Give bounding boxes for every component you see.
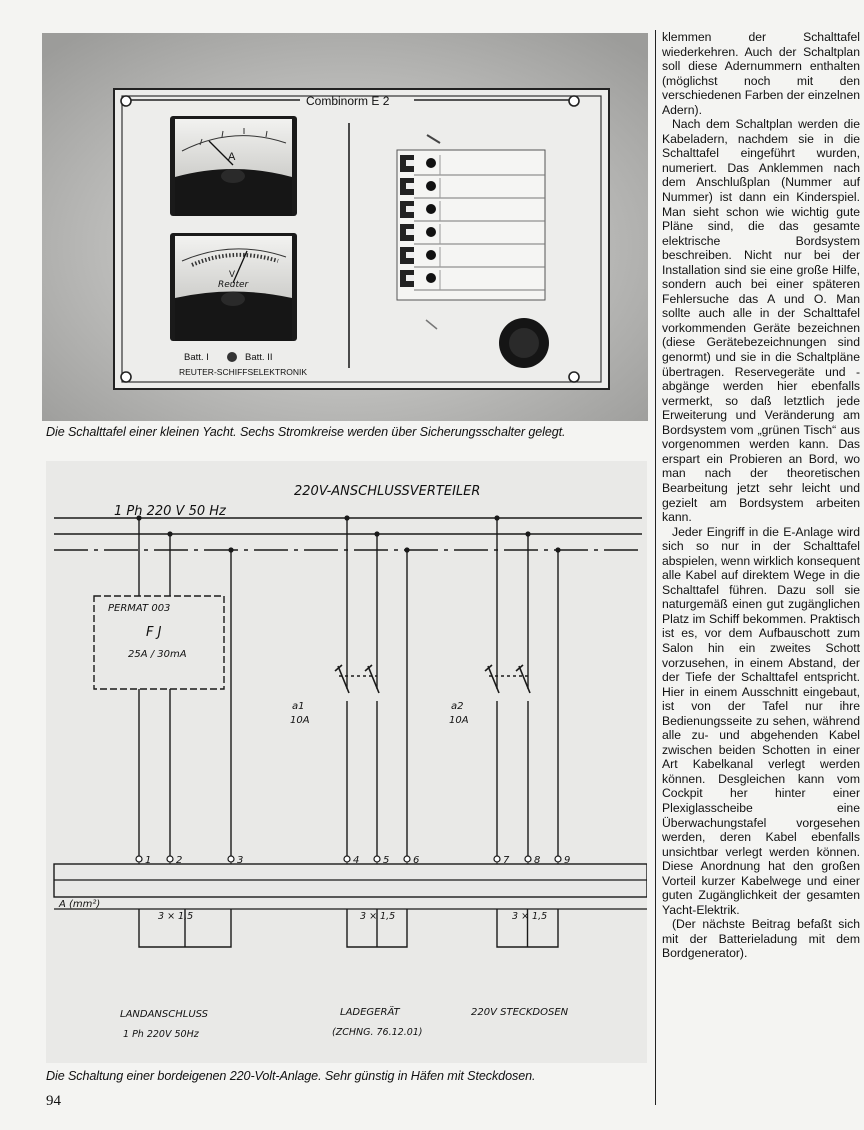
photo-caption: Die Schalttafel einer kleinen Yacht. Sechs Stromkreise werden über Sicherungsschalter gelegt.	[46, 425, 566, 439]
terminal-number-7: 7	[503, 855, 510, 866]
junction-dot	[555, 547, 560, 552]
junction-dot	[525, 531, 530, 536]
batt1-label: Batt. I	[184, 352, 209, 363]
rcd-model: PERMAT 003	[108, 603, 171, 614]
junction-dot	[344, 515, 349, 520]
terminal-point	[344, 856, 350, 862]
terminal-number-2: 2	[176, 855, 183, 866]
terminal-point	[404, 856, 410, 862]
schematic-diagram	[46, 461, 647, 1063]
load2-ref: (ZCHNG. 76.12.01)	[332, 1027, 423, 1038]
breaker-bank	[397, 135, 545, 329]
battery-selector-knob	[227, 352, 237, 362]
panel-photo	[42, 33, 648, 421]
maker-label: REUTER-SCHIFFSELEKTRONIK	[179, 367, 307, 377]
terminal-point	[167, 856, 173, 862]
load1-spec: 1 Ph 220V 50Hz	[123, 1029, 199, 1040]
paragraph-2: Nach dem Schaltplan werden die Kabeladern, nachdem sie in die Schalttafel eingeführt wurden, numeriert. Das Anklemmen nach dem Anschlußplan (Nummer auf Nummer) ist dann ein Kinderspiel. Man sieht schon wie wichtig gute Pläne sind, die das gesamte elektrische Bordsystem beschreiben. Nicht nur bei der Installation sind sie eine große Hilfe, sondern auch bei einer späteren Fehlersuche das A und O. Man sollte auch alle in der Schalttafel vorkommenden Geräte bezeichnen (diese Gerätebezeichnungen sind genormt) und sie in die Schaltpläne übertragen. Reservegeräte und -abgänge werden hier ebenfalls vermerkt, so daß letztlich jede Erweiterung und Veränderung am Bordsystem vom „grünen Tisch“ aus vorgenommen werden kann. Das erspart ein Probieren an Bord, wo man nach der theoretischen Bearbeitung jetzt sehr leicht und gezielt am Bordsystem arbeiten kann.	[662, 117, 860, 525]
page-number: 94	[46, 1093, 61, 1109]
terminal-number-6: 6	[413, 855, 420, 866]
area-label: A (mm²)	[59, 899, 101, 910]
ammeter	[170, 116, 297, 216]
breaker2-rating: 10A	[449, 715, 469, 726]
paragraph-4: (Der nächste Beitrag befaßt sich mit der Batterieladung mit dem Bordgenerator).	[662, 917, 860, 961]
panel-photo-drawing	[42, 33, 648, 421]
cable2-label: 3 × 1,5	[360, 911, 396, 922]
indicator-lamp	[426, 181, 436, 191]
schematic-title: 220V-ANSCHLUSSVERTEILER	[294, 484, 481, 499]
schematic-caption: Die Schaltung einer bordeigenen 220-Volt-Anlage. Sehr günstig in Häfen mit Steckdosen.	[46, 1069, 536, 1083]
terminal-number-1: 1	[145, 855, 152, 866]
indicator-lamp	[426, 227, 436, 237]
junction-dot	[228, 547, 233, 552]
terminal-number-8: 8	[534, 855, 541, 866]
indicator-lamp	[426, 204, 436, 214]
terminal-number-3: 3	[237, 855, 244, 866]
voltmeter-brand: Reuter	[218, 280, 249, 290]
terminal-number-5: 5	[383, 855, 390, 866]
column-rule	[655, 30, 656, 1105]
terminal-number-9: 9	[564, 855, 571, 866]
schematic-drawing	[46, 461, 647, 1063]
cable3-label: 3 × 1,5	[512, 911, 548, 922]
breaker2-name: a2	[451, 701, 464, 712]
paragraph-1: klemmen der Schalttafel wiederkehren. Auch der Schaltplan soll diese Adernummern enthalten (möglichst noch mit den verschiedenen Farben der einzelnen Adern).	[662, 30, 860, 117]
junction-dot	[167, 531, 172, 536]
body-text-column	[662, 30, 860, 961]
terminal-point	[494, 856, 500, 862]
terminal-point	[525, 856, 531, 862]
indicator-lamp	[426, 158, 436, 168]
terminal-point	[228, 856, 234, 862]
breaker1-name: a1	[292, 701, 305, 712]
load1-name: LANDANSCHLUSS	[120, 1009, 208, 1020]
load2-name: LADEGERÄT	[340, 1007, 400, 1018]
junction-dot	[404, 547, 409, 552]
batt2-label: Batt. II	[245, 352, 273, 363]
ammeter-unit: A	[228, 151, 236, 163]
terminal-point	[374, 856, 380, 862]
terminal-number-4: 4	[353, 855, 360, 866]
cable1-label: 3 × 1,5	[158, 911, 194, 922]
panel-label: Combinorm E 2	[306, 94, 390, 108]
terminal-point	[136, 856, 142, 862]
breaker1-rating: 10A	[290, 715, 310, 726]
load3-name: 220V STECKDOSEN	[471, 1007, 569, 1018]
voltmeter-unit: V	[229, 269, 236, 279]
junction-dot	[494, 515, 499, 520]
rcd-type: F J	[146, 625, 162, 640]
rcd-rating: 25A / 30mA	[128, 649, 187, 660]
indicator-lamp	[426, 273, 436, 283]
terminal-point	[555, 856, 561, 862]
indicator-lamp	[426, 250, 436, 260]
paragraph-3: Jeder Eingriff in die E-Anlage wird sich so nur in der Schalttafel abspielen, wenn wirklich konsequent alle Kabel auf direktem Wege in die Schalttafel führen. Dazu soll sie naturgemäß einen gut zugänglichen Platz im Schiff bekommen. Praktisch ist es, vor dem Aufbauschott zum Salon hin ein zweites Schott vorzusehen, in einem Abstand, der der Tiefe der Schalttafel entspricht. Hier in einem Ausschnitt eingebaut, ist von der Tafel nur ihre Bedienungsseite zu sehen, während alle zu- und abgehenden Kabel zwischen beiden Schotten in einer Art Kabelkanal verlegt werden können. Desgleichen kann vom Cockpit her hinter einer Plexiglasscheibe eine Überwachungstafel vorgesehen werden, deren Kabel ebenfalls unsichtbar verlegt werden können. Diese Anordnung hat den großen Vorteil kurzer Kabelwege und einer guten Zugänglichkeit der gesamten Yacht-Elektrik.	[662, 524, 860, 917]
junction-dot	[374, 531, 379, 536]
supply-label: 1 Ph 220 V 50 Hz	[114, 504, 226, 519]
